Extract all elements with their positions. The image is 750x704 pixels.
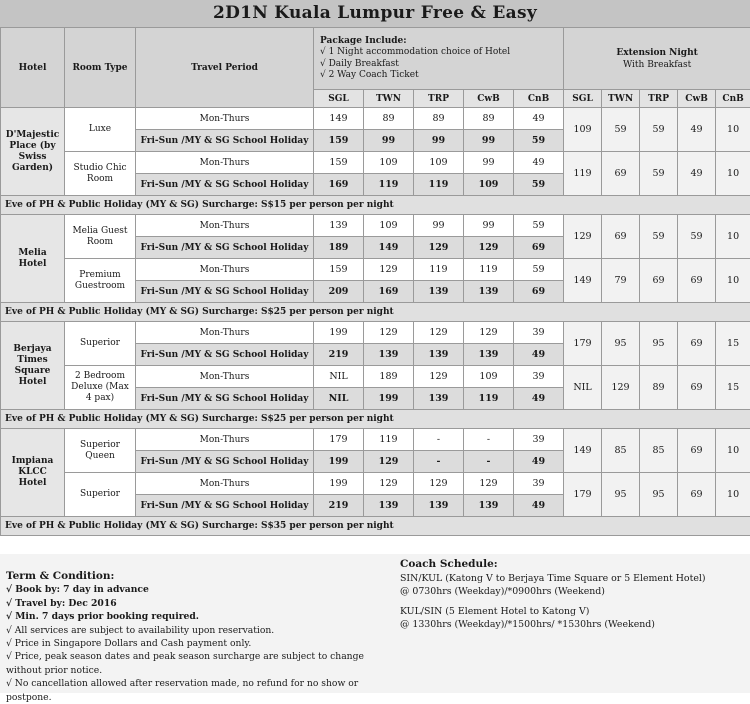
ext-col-sgl: SGL xyxy=(564,90,602,108)
price-cell: 39 xyxy=(514,473,564,495)
price-cell: 119 xyxy=(364,429,414,451)
price-cell: 99 xyxy=(414,130,464,152)
terms-and-conditions xyxy=(6,570,401,704)
hotel-name: D'Majestic Place (by Swiss Garden) xyxy=(1,108,65,196)
travel-period: Mon-Thurs xyxy=(136,322,314,344)
price-cell: 129 xyxy=(364,322,414,344)
room-type: Luxe xyxy=(65,108,136,152)
price-cell: 59 xyxy=(514,130,564,152)
extension-price-cell: 10 xyxy=(716,429,750,473)
travel-period: Mon-Thurs xyxy=(136,152,314,174)
extension-price-cell: 89 xyxy=(640,366,678,410)
coach-title: Coach Schedule: xyxy=(400,558,745,572)
price-cell: 139 xyxy=(414,344,464,366)
price-cell: 59 xyxy=(514,174,564,196)
price-cell: 119 xyxy=(414,174,464,196)
price-cell: - xyxy=(464,451,514,473)
ext-col-trp: TRP xyxy=(640,90,678,108)
price-cell: 129 xyxy=(464,473,514,495)
extension-price-cell: 10 xyxy=(716,259,750,303)
price-cell: 129 xyxy=(414,473,464,495)
table-row xyxy=(1,215,750,237)
col-sgl: SGL xyxy=(314,90,364,108)
extension-price-cell: 95 xyxy=(602,473,640,517)
price-cell: 139 xyxy=(464,495,514,517)
extension-price-cell: 179 xyxy=(564,322,602,366)
extension-subtitle: With Breakfast xyxy=(566,59,748,71)
price-cell: 119 xyxy=(464,388,514,410)
terms-item: √ No cancellation allowed after reservation made, no refund for no show or postpone. xyxy=(6,677,401,704)
extension-price-cell: 10 xyxy=(716,108,750,152)
price-cell: 169 xyxy=(364,281,414,303)
price-cell: 49 xyxy=(514,344,564,366)
col-trp: TRP xyxy=(414,90,464,108)
terms-item: √ Travel by: Dec 2016 xyxy=(6,597,401,610)
price-cell: 159 xyxy=(314,130,364,152)
table-row xyxy=(1,473,750,495)
room-type: Studio Chic Room xyxy=(65,152,136,196)
hotel-name: Impiana KLCC Hotel xyxy=(1,429,65,517)
price-cell: 129 xyxy=(414,366,464,388)
extension-price-cell: 179 xyxy=(564,473,602,517)
price-cell: 49 xyxy=(514,451,564,473)
price-cell: 49 xyxy=(514,495,564,517)
price-cell: 129 xyxy=(364,451,414,473)
travel-period: Mon-Thurs xyxy=(136,473,314,495)
room-type: Superior xyxy=(65,473,136,517)
price-cell: 189 xyxy=(314,237,364,259)
extension-price-cell: 59 xyxy=(640,108,678,152)
price-cell: 89 xyxy=(464,108,514,130)
header-hotel: Hotel xyxy=(1,28,65,108)
terms-item: √ Price, peak season dates and peak season surcharge are subject to change without prior notice. xyxy=(6,650,401,677)
extension-price-cell: 95 xyxy=(640,322,678,366)
price-cell: 109 xyxy=(464,174,514,196)
price-cell: 109 xyxy=(464,366,514,388)
coach-schedule xyxy=(400,558,745,632)
price-cell: 199 xyxy=(314,473,364,495)
surcharge-note: Eve of PH & Public Holiday (MY & SG) Surcharge: S$35 per person per night xyxy=(1,517,750,536)
price-cell: 109 xyxy=(364,215,414,237)
extension-price-cell: 79 xyxy=(602,259,640,303)
price-cell: 199 xyxy=(364,388,414,410)
travel-period: Fri-Sun /MY & SG School Holiday xyxy=(136,451,314,473)
room-type: Premium Guestroom xyxy=(65,259,136,303)
package-title: Package Include: xyxy=(320,36,557,48)
extension-price-cell: 69 xyxy=(602,215,640,259)
extension-price-cell: 59 xyxy=(640,152,678,196)
extension-price-cell: 10 xyxy=(716,152,750,196)
price-cell: 149 xyxy=(364,237,414,259)
extension-price-cell: 109 xyxy=(564,108,602,152)
terms-item: √ Price in Singapore Dollars and Cash payment only. xyxy=(6,637,401,650)
price-cell: 129 xyxy=(464,322,514,344)
price-cell: 89 xyxy=(414,108,464,130)
price-cell: 219 xyxy=(314,344,364,366)
price-cell: 119 xyxy=(414,259,464,281)
extension-price-cell: 69 xyxy=(678,259,716,303)
price-cell: 99 xyxy=(464,130,514,152)
price-cell: - xyxy=(414,451,464,473)
price-cell: 59 xyxy=(514,215,564,237)
extension-price-cell: NIL xyxy=(564,366,602,410)
price-cell: 189 xyxy=(364,366,414,388)
extension-price-cell: 129 xyxy=(564,215,602,259)
footer-section xyxy=(0,554,750,693)
price-cell: 99 xyxy=(464,152,514,174)
extension-price-cell: 85 xyxy=(602,429,640,473)
price-cell: - xyxy=(464,429,514,451)
room-type: 2 Bedroom Deluxe (Max 4 pax) xyxy=(65,366,136,410)
terms-item: √ Book by: 7 day in advance xyxy=(6,583,401,596)
price-cell: 149 xyxy=(314,108,364,130)
travel-period: Fri-Sun /MY & SG School Holiday xyxy=(136,130,314,152)
coach-route: SIN/KUL (Katong V to Berjaya Time Square or 5 Element Hotel) xyxy=(400,572,745,586)
price-cell: 199 xyxy=(314,322,364,344)
travel-period: Fri-Sun /MY & SG School Holiday xyxy=(136,495,314,517)
price-cell: 139 xyxy=(414,388,464,410)
terms-item: √ Min. 7 days prior booking required. xyxy=(6,610,401,623)
package-item: √ Daily Breakfast xyxy=(320,59,557,71)
extension-price-cell: 15 xyxy=(716,322,750,366)
extension-price-cell: 95 xyxy=(640,473,678,517)
table-row xyxy=(1,152,750,174)
price-cell: 139 xyxy=(314,215,364,237)
price-cell: 169 xyxy=(314,174,364,196)
ext-col-cnb: CnB xyxy=(716,90,750,108)
extension-price-cell: 85 xyxy=(640,429,678,473)
extension-price-cell: 69 xyxy=(678,429,716,473)
price-cell: 129 xyxy=(364,259,414,281)
travel-period: Fri-Sun /MY & SG School Holiday xyxy=(136,174,314,196)
room-type: Melia Guest Room xyxy=(65,215,136,259)
travel-period: Mon-Thurs xyxy=(136,366,314,388)
extension-price-cell: 149 xyxy=(564,259,602,303)
travel-period: Mon-Thurs xyxy=(136,259,314,281)
price-cell: 129 xyxy=(414,322,464,344)
coach-times: @ 0730hrs (Weekday)/*0900hrs (Weekend) xyxy=(400,585,745,599)
table-row xyxy=(1,429,750,451)
price-table xyxy=(0,27,750,536)
terms-title: Term & Condition: xyxy=(6,570,401,583)
package-include xyxy=(314,28,564,90)
price-cell: 39 xyxy=(514,429,564,451)
coach-times: @ 1330hrs (Weekday)/*1500hrs/ *1530hrs (Weekend) xyxy=(400,618,745,632)
price-cell: 129 xyxy=(364,473,414,495)
extension-price-cell: 15 xyxy=(716,366,750,410)
price-cell: 109 xyxy=(414,152,464,174)
surcharge-row xyxy=(1,196,750,215)
ext-col-cwb: CwB xyxy=(678,90,716,108)
price-cell: 49 xyxy=(514,152,564,174)
surcharge-row xyxy=(1,303,750,322)
table-row xyxy=(1,322,750,344)
header-travel-period: Travel Period xyxy=(136,28,314,108)
room-type: Superior Queen xyxy=(65,429,136,473)
travel-period: Mon-Thurs xyxy=(136,215,314,237)
extension-price-cell: 129 xyxy=(602,366,640,410)
extension-price-cell: 59 xyxy=(602,108,640,152)
extension-price-cell: 149 xyxy=(564,429,602,473)
surcharge-row xyxy=(1,517,750,536)
price-cell: 49 xyxy=(514,388,564,410)
surcharge-row xyxy=(1,410,750,429)
extension-price-cell: 119 xyxy=(564,152,602,196)
extension-title: Extension Night xyxy=(566,47,748,59)
hotel-name: Melia Hotel xyxy=(1,215,65,303)
price-cell: 139 xyxy=(364,495,414,517)
price-cell: 39 xyxy=(514,322,564,344)
travel-period: Fri-Sun /MY & SG School Holiday xyxy=(136,344,314,366)
price-cell: 99 xyxy=(414,215,464,237)
surcharge-note: Eve of PH & Public Holiday (MY & SG) Surcharge: S$25 per person per night xyxy=(1,410,750,429)
package-item: √ 2 Way Coach Ticket xyxy=(320,70,557,82)
room-type: Superior xyxy=(65,322,136,366)
travel-period: Fri-Sun /MY & SG School Holiday xyxy=(136,237,314,259)
table-row xyxy=(1,108,750,130)
extension-price-cell: 69 xyxy=(640,259,678,303)
price-cell: 129 xyxy=(414,237,464,259)
hotel-name: Berjaya Times Square Hotel xyxy=(1,322,65,410)
price-cell: 69 xyxy=(514,237,564,259)
price-cell: 59 xyxy=(514,259,564,281)
price-cell: 39 xyxy=(514,366,564,388)
price-cell: 209 xyxy=(314,281,364,303)
table-row xyxy=(1,366,750,388)
price-cell: - xyxy=(414,429,464,451)
extension-price-cell: 69 xyxy=(678,473,716,517)
terms-item: √ All services are subject to availability upon reservation. xyxy=(6,624,401,637)
extension-night-header xyxy=(564,28,750,90)
col-twn: TWN xyxy=(364,90,414,108)
price-cell: 129 xyxy=(464,237,514,259)
price-cell: 159 xyxy=(314,259,364,281)
extension-price-cell: 59 xyxy=(678,215,716,259)
extension-price-cell: 49 xyxy=(678,108,716,152)
price-cell: 49 xyxy=(514,108,564,130)
travel-period: Fri-Sun /MY & SG School Holiday xyxy=(136,281,314,303)
col-cnb: CnB xyxy=(514,90,564,108)
travel-period: Mon-Thurs xyxy=(136,108,314,130)
price-cell: 199 xyxy=(314,451,364,473)
table-row xyxy=(1,259,750,281)
price-cell: NIL xyxy=(314,366,364,388)
col-cwb: CwB xyxy=(464,90,514,108)
extension-price-cell: 69 xyxy=(678,322,716,366)
extension-price-cell: 49 xyxy=(678,152,716,196)
price-cell: 139 xyxy=(464,281,514,303)
price-cell: 99 xyxy=(364,130,414,152)
price-cell: 139 xyxy=(464,344,514,366)
price-cell: 159 xyxy=(314,152,364,174)
header-room-type: Room Type xyxy=(65,28,136,108)
price-cell: 69 xyxy=(514,281,564,303)
page-title: 2D1N Kuala Lumpur Free & Easy xyxy=(0,0,750,27)
travel-period: Fri-Sun /MY & SG School Holiday xyxy=(136,388,314,410)
extension-price-cell: 10 xyxy=(716,473,750,517)
travel-period: Mon-Thurs xyxy=(136,429,314,451)
ext-col-twn: TWN xyxy=(602,90,640,108)
extension-price-cell: 59 xyxy=(640,215,678,259)
price-cell: 99 xyxy=(464,215,514,237)
surcharge-note: Eve of PH & Public Holiday (MY & SG) Surcharge: S$25 per person per night xyxy=(1,303,750,322)
price-cell: 119 xyxy=(464,259,514,281)
price-cell: NIL xyxy=(314,388,364,410)
price-cell: 119 xyxy=(364,174,414,196)
package-item: √ 1 Night accommodation choice of Hotel xyxy=(320,47,557,59)
price-cell: 219 xyxy=(314,495,364,517)
extension-price-cell: 10 xyxy=(716,215,750,259)
price-cell: 89 xyxy=(364,108,414,130)
extension-price-cell: 95 xyxy=(602,322,640,366)
extension-price-cell: 69 xyxy=(602,152,640,196)
price-cell: 109 xyxy=(364,152,414,174)
price-cell: 139 xyxy=(364,344,414,366)
coach-route: KUL/SIN (5 Element Hotel to Katong V) xyxy=(400,605,745,619)
price-cell: 139 xyxy=(414,495,464,517)
extension-price-cell: 69 xyxy=(678,366,716,410)
price-cell: 179 xyxy=(314,429,364,451)
price-cell: 139 xyxy=(414,281,464,303)
surcharge-note: Eve of PH & Public Holiday (MY & SG) Surcharge: S$15 per person per night xyxy=(1,196,750,215)
